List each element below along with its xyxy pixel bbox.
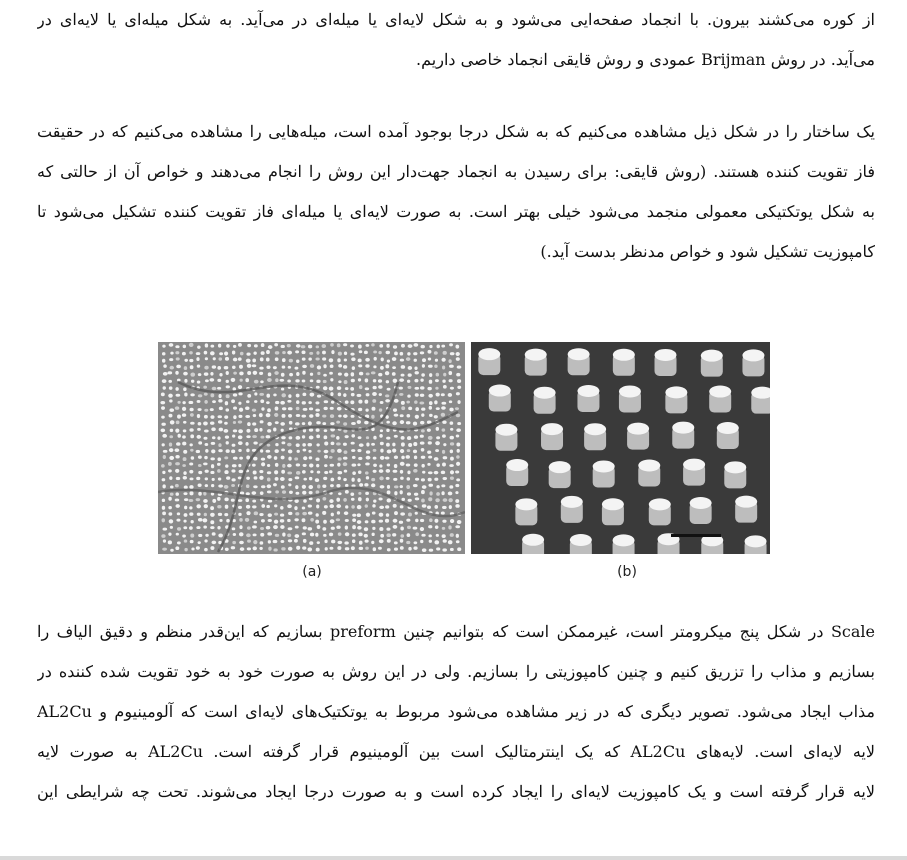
text-line: می‌آید. در روش Brijman عمودی و روش قایقی انجماد خاصی داریم.	[416, 50, 875, 69]
text-line: مذاب ایجاد می‌شود. تصویر دیگری که در زیر مشاهده می‌شود مربوط به یوتکتیک‌های لایه‌ای است که آلومینیوم و AL2Cu	[37, 702, 875, 721]
page-bottom-edge	[0, 856, 907, 860]
text-line: به شکل یوتکتیکی معمولی منجمد می‌شود خیلی بهتر است. به صورت لایه‌ای یا میله‌ای فاز تقویت کننده تشکیل می‌شود تا	[37, 202, 875, 221]
text-line: لایه لایه‌ای است. لایه‌های AL2Cu که یک اینترمتالیک است بین آلومینیوم قرار گرفته است. AL2Cu به صورت لایه	[37, 742, 875, 761]
text-line: از کوره می‌کشند بیرون. با انجماد صفحه‌ایی می‌شود و به شکل لایه‌ای یا میله‌ای در می‌آید. به شکل میله‌ای یا لایه‌ای در	[37, 10, 875, 29]
caption-b: (b)	[617, 564, 637, 580]
paragraph-2	[37, 112, 875, 272]
text-line: فاز تقویت کننده هستند. (روش قایقی: برای رسیدن به انجماد جهت‌دار این روش را انجام می‌دهند و خواص آن از حالتی که	[37, 162, 875, 181]
text-line: کامپوزیت تشکیل شود و خواص مدنظر بدست آید.)	[540, 242, 875, 261]
micrograph-panel-a	[158, 342, 465, 554]
text-line: لایه قرار گرفته است و یک کامپوزیت لایه‌ای را ایجاد کرده است و به صورت درجا ایجاد می‌شوند. تحت چه شرایطی این	[37, 782, 875, 801]
text-line: بسازیم و مذاب را تزریق کنیم و چنین کامپوزیتی را بسازیم. ولی در این روش به صورت خود به خود تقویت شده کننده در	[37, 662, 875, 681]
paragraph-3	[37, 612, 875, 812]
text-line: یک ساختار را در شکل ذیل مشاهده می‌کنیم که به شکل درجا بوجود آمده است، میله‌هایی را مشاهده می‌کنیم که در حقیقت	[37, 122, 875, 141]
pillar-micrograph	[471, 342, 770, 554]
micrograph-figure	[158, 340, 770, 590]
paragraph-1	[37, 0, 875, 80]
micrograph-panel-b	[471, 342, 770, 554]
caption-a: (a)	[302, 564, 322, 580]
rod-eutectic-micrograph	[158, 342, 465, 554]
text-line: Scale در شکل پنج میکرومتر است، غیرممکن است که بتوانیم چنین preform بسازیم که این‌قدر منظم و دقیق الیاف را	[37, 622, 875, 641]
